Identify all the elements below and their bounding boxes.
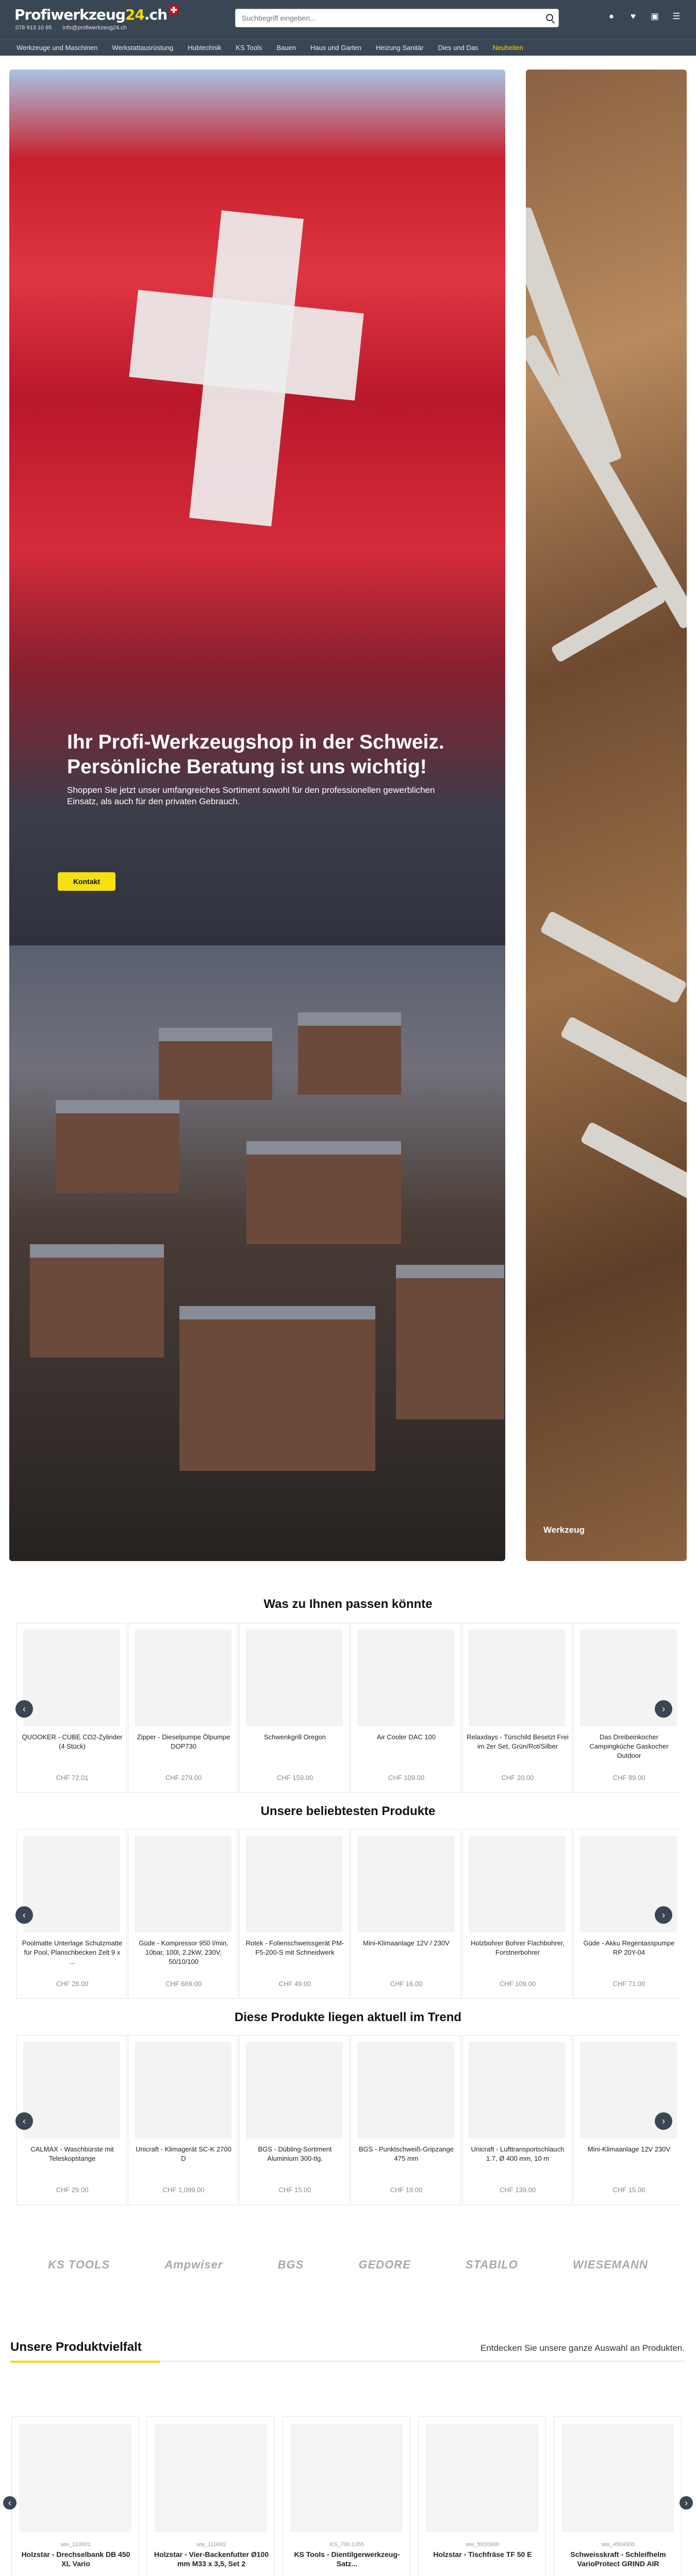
product-card[interactable] [128, 1829, 238, 1999]
product-card[interactable] [239, 1623, 350, 1793]
user-icon[interactable]: ● [608, 11, 615, 21]
product-card[interactable] [283, 2416, 410, 2576]
product-sku: KS_700.1355 [329, 2541, 364, 2548]
brand-logo[interactable]: STABILO [465, 2258, 518, 2271]
product-image [561, 2424, 674, 2532]
nav-item-neuheiten[interactable]: Neuheiten [492, 44, 523, 52]
product-price: CHF 49.00 [278, 1980, 311, 1988]
nav-item[interactable]: Werkstattausrüstung [112, 44, 174, 52]
carousel-next-icon[interactable]: › [680, 2496, 693, 2510]
contact-button[interactable]: Kontakt [58, 872, 115, 891]
product-image [155, 2424, 267, 2532]
product-name: KS Tools - Dientilgerwerkzeug-Satz... [294, 2550, 400, 2568]
product-name: Holzbohrer Bohrer Flachbohrer, Forstnerbohrer [470, 1939, 565, 1956]
product-image [246, 1836, 343, 1933]
hero-text [67, 730, 459, 807]
product-row [16, 1623, 682, 1793]
header-icons [606, 11, 682, 22]
product-sku: ww_4504300 [601, 2541, 635, 2548]
product-name: Schwenkgrill Oregon [264, 1733, 326, 1741]
village-image [9, 945, 505, 1561]
swiss-flag-icon [169, 5, 178, 14]
search-input[interactable] [236, 9, 535, 27]
carousel-next-icon[interactable]: › [655, 1700, 672, 1718]
product-image [469, 1836, 566, 1933]
product-card[interactable] [462, 1623, 572, 1793]
carousel-next-icon[interactable]: › [655, 1906, 672, 1924]
product-image [469, 1630, 566, 1726]
product-price: CHF 109.00 [499, 1980, 536, 1988]
product-card[interactable] [418, 2416, 546, 2576]
product-price: CHF 15.00 [612, 2186, 645, 2194]
brand-logos [0, 2249, 696, 2280]
carousel-next-icon[interactable]: › [655, 2112, 672, 2130]
product-card[interactable] [351, 1829, 461, 1999]
logo-tld: .ch [144, 6, 168, 23]
hero-heading-1: Ihr Profi-Werkzeugshop in der Schweiz. [67, 731, 444, 753]
nav-item[interactable]: Werkzeuge und Maschinen [16, 44, 98, 52]
logo-accent: 24 [125, 6, 144, 23]
product-card[interactable] [11, 2416, 139, 2576]
product-name: BGS - Punktschweiß-Gripzange 475 mm [358, 2145, 454, 2162]
search-box [235, 9, 559, 27]
product-name: Unicraft - Lufttransportschlauch 1.7, Ø 400 mm, 10 m [471, 2145, 565, 2162]
product-price: CHF 159.00 [276, 1774, 313, 1782]
carousel-prev-icon[interactable]: ‹ [3, 2496, 16, 2510]
hero-heading-2: Persönliche Beratung ist uns wichtig! [67, 756, 427, 778]
product-price: CHF 19.00 [390, 2186, 423, 2194]
product-price: CHF 72.01 [56, 1774, 89, 1782]
section-title: Was zu Ihnen passen könnte [263, 1597, 433, 1611]
product-price: CHF 20.00 [501, 1774, 534, 1782]
main-nav [0, 39, 696, 56]
product-card[interactable] [462, 2035, 572, 2205]
product-name: Mini-Klimaanlage 12V 230V [587, 2145, 671, 2153]
product-name: Unicraft - Klimagerät SC-K 2700 D [136, 2145, 231, 2162]
carousel-prev-icon[interactable]: ‹ [15, 1700, 33, 1718]
hero-banner [9, 70, 505, 1561]
brand-logo[interactable]: BGS [277, 2258, 304, 2271]
product-name: Holzstar - Tischfräse TF 50 E [433, 2550, 532, 2558]
product-image [426, 2424, 538, 2532]
vielfalt-subtitle: Entdecken Sie unsere ganze Auswahl an Produkten. [480, 2343, 685, 2353]
product-name: Schweisskraft - Schleifhelm VarioProtect GRIND AIR [570, 2550, 666, 2568]
product-name: Holzstar - Vier-Backenfutter Ø100 mm M33 x 3,5, Set 2 [154, 2550, 269, 2568]
product-price: CHF 1,099.00 [162, 2186, 205, 2194]
nav-item[interactable]: Bauen [276, 44, 296, 52]
vielfalt-title: Unsere Produktvielfalt [10, 2340, 142, 2354]
product-image [290, 2424, 403, 2532]
logo[interactable] [14, 5, 178, 23]
product-name: Güde - Akku Regentasspumpe RP 20Y-04 [583, 1939, 675, 1956]
product-image [469, 2042, 566, 2139]
nav-item[interactable]: Hubtechnik [188, 44, 222, 52]
product-name: Rotek - Folienschweissgerät PM-F5-200-S mit Schneidwerk [245, 1939, 344, 1956]
swiss-cross-image [133, 183, 370, 544]
product-card[interactable] [147, 2416, 275, 2576]
product-image [135, 1630, 231, 1726]
nav-item[interactable]: Haus und Garten [310, 44, 362, 52]
brand-logo[interactable]: GEDORE [358, 2258, 411, 2271]
product-name: CALMAX - Waschbürste mit Teleskopstange [30, 2145, 114, 2162]
menu-icon[interactable]: ☰ [672, 11, 681, 21]
cart-icon[interactable]: ▣ [650, 11, 659, 21]
section-title: Diese Produkte liegen aktuell im Trend [234, 2010, 462, 2024]
heart-icon[interactable]: ♥ [630, 11, 636, 21]
product-image [135, 1836, 231, 1933]
product-image [357, 1630, 454, 1726]
product-card[interactable] [239, 2035, 350, 2205]
product-image [357, 2042, 454, 2139]
product-row [16, 2035, 682, 2205]
divider [10, 2361, 686, 2362]
product-row [16, 1829, 682, 1999]
product-card[interactable] [128, 2035, 238, 2205]
carousel-prev-icon[interactable]: ‹ [15, 2112, 33, 2130]
product-price: CHF 16.00 [390, 1980, 423, 1988]
contact-info [15, 25, 136, 31]
product-name: Holzstar - Drechselbank DB 450 XL Vario [21, 2550, 130, 2568]
product-name: QUOOKER - CUBE CO2-Zylinder (4 Stück) [22, 1733, 123, 1750]
header [0, 0, 696, 39]
product-name: BGS - Dübling-Sortiment Aluminium 300-tlg. [258, 2145, 332, 2162]
product-price: CHF 71.00 [612, 1980, 645, 1988]
product-name: Air Cooler DAC 100 [376, 1733, 436, 1741]
product-name: Güde - Kompressor 950 l/min, 10bar, 100l, 2,2kW, 230V, 50/10/100 [139, 1939, 228, 1965]
email-address[interactable]: info@profiwerkzeug24.ch [62, 25, 127, 31]
nav-item[interactable]: Heizung Sanitär [376, 44, 424, 52]
product-price: CHF 669.00 [165, 1980, 202, 1988]
product-price: CHF 15.00 [278, 2186, 311, 2194]
product-card[interactable] [351, 1623, 461, 1793]
product-name: Relaxdays - Türschild Besetzt Frei im 2er Set, Grün/Rot/Silber [467, 1733, 569, 1750]
product-sku: ww_110002 [196, 2541, 226, 2548]
hero-side-banner[interactable] [526, 70, 687, 1561]
product-card[interactable] [239, 1829, 350, 1999]
nav-item[interactable]: KS Tools [236, 44, 262, 52]
product-price: CHF 279.00 [165, 1774, 202, 1782]
section-title: Unsere beliebtesten Produkte [260, 1804, 436, 1818]
phone-number[interactable]: 078 913 10 85 [15, 25, 52, 31]
product-image [23, 1630, 120, 1726]
product-image [246, 1630, 343, 1726]
carousel-prev-icon[interactable]: ‹ [15, 1906, 33, 1924]
logo-main: Profiwerkzeug [14, 6, 125, 23]
product-name: Das Dreibeinkocher Campingküche Gaskocher Outdoor [589, 1733, 669, 1759]
product-name: Poolmatte Unterlage Schutzmatte für Pool, Planschbecken Zelt 9 x ... [22, 1939, 123, 1965]
product-image [357, 1836, 454, 1933]
hero-description: Shoppen Sie jetzt unser umfangreiches Sortiment sowohl für den professionellen gewerblichen Einsatz, als auch für den privaten Gebrauch. [67, 785, 435, 806]
product-price: CHF 28.00 [56, 1980, 89, 1988]
product-card[interactable] [16, 2035, 127, 2205]
product-sku: ww_110001 [61, 2541, 91, 2548]
product-price: CHF 29.00 [56, 2186, 89, 2194]
hero-side-label: Werkzeug [543, 1525, 585, 1535]
product-card[interactable] [16, 1623, 127, 1793]
product-image [23, 2042, 120, 2139]
search-icon[interactable] [546, 14, 553, 21]
product-image [19, 2424, 131, 2532]
product-card[interactable] [16, 1829, 127, 1999]
product-image [135, 2042, 231, 2139]
product-name: Zipper - Dieselpumpe Ölpumpe DOP730 [137, 1733, 230, 1750]
brand-logo[interactable]: Ampwiser [164, 2258, 223, 2271]
product-card[interactable] [554, 2416, 682, 2576]
brand-logo[interactable]: KS TOOLS [48, 2258, 110, 2271]
product-image [246, 2042, 343, 2139]
brand-logo[interactable]: WIESEMANN [572, 2258, 648, 2271]
nav-item[interactable]: Dies und Das [438, 44, 478, 52]
product-price: CHF 139.00 [499, 2186, 536, 2194]
product-image [23, 1836, 120, 1933]
product-card[interactable] [351, 2035, 461, 2205]
product-price: CHF 89.00 [612, 1774, 645, 1782]
product-name: Mini-Klimaanlage 12V / 230V [363, 1939, 450, 1947]
product-price: CHF 109.00 [388, 1774, 425, 1782]
product-card[interactable] [128, 1623, 238, 1793]
product-sku: ww_5910900 [466, 2541, 500, 2548]
product-card[interactable] [462, 1829, 572, 1999]
